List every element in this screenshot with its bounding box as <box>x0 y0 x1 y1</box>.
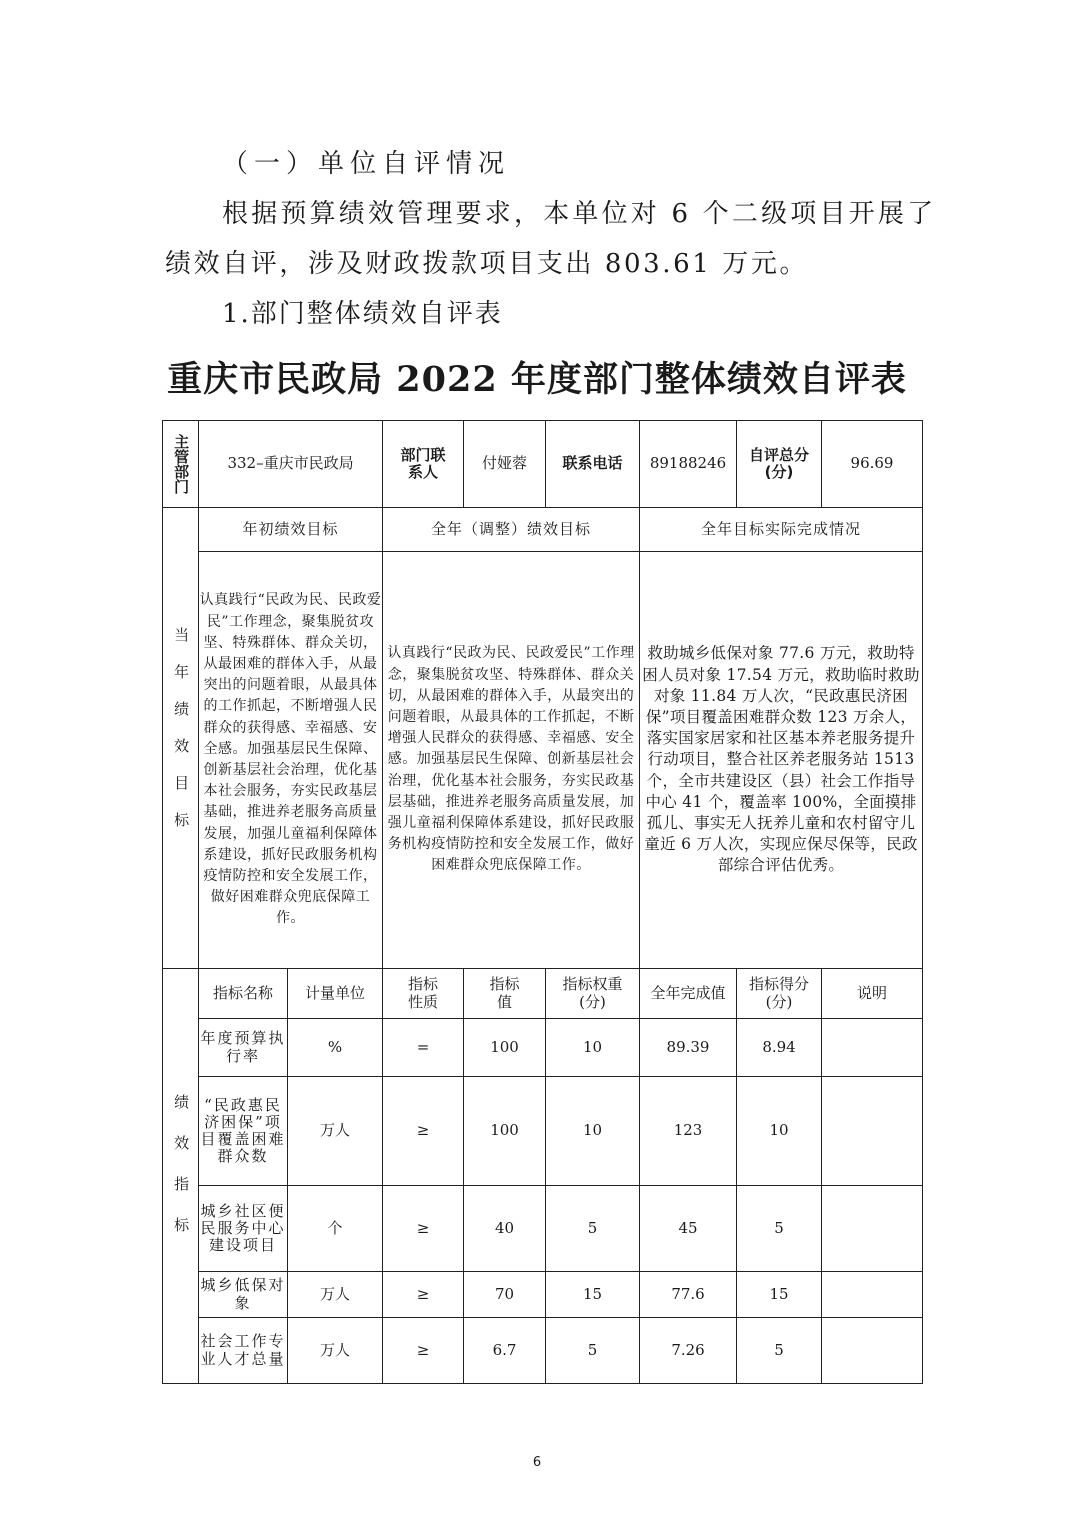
indicator-name: “民政惠民济困保”项目覆盖困难群众数 <box>199 1077 288 1186</box>
indicator-note <box>822 1318 923 1384</box>
indicator-value: 100 <box>464 1019 546 1077</box>
indicator-unit: 万人 <box>288 1077 383 1186</box>
contact-value: 付娅蓉 <box>464 421 546 508</box>
indicator-score: 15 <box>737 1272 822 1318</box>
indicators-side-label: 绩效指标 <box>163 969 199 1384</box>
indicator-header-score: 指标得分(分) <box>737 969 822 1019</box>
indicator-actual: 77.6 <box>640 1272 737 1318</box>
dept-value: 332–重庆市民政局 <box>199 421 383 508</box>
indicator-unit: 万人 <box>288 1272 383 1318</box>
indicator-name: 社会工作专业人才总量 <box>199 1318 288 1384</box>
phone-label: 联系电话 <box>546 421 640 508</box>
header-row <box>163 421 923 508</box>
indicator-note <box>822 1272 923 1318</box>
indicator-actual: 89.39 <box>640 1019 737 1077</box>
goals-header-row <box>163 508 923 552</box>
indicator-score: 8.94 <box>737 1019 822 1077</box>
indicator-header-note: 说明 <box>822 969 923 1019</box>
indicator-actual: 123 <box>640 1077 737 1186</box>
table-row <box>163 1019 923 1077</box>
indicator-weight: 10 <box>546 1019 640 1077</box>
indicator-note <box>822 1077 923 1186</box>
page-number: 6 <box>532 1455 542 1470</box>
indicator-weight: 5 <box>546 1186 640 1272</box>
goals-col2-header: 全年（调整）绩效目标 <box>383 508 640 552</box>
indicator-unit: 个 <box>288 1186 383 1272</box>
table-row <box>163 1272 923 1318</box>
goals-col3-header: 全年目标实际完成情况 <box>640 508 923 552</box>
indicator-actual: 7.26 <box>640 1318 737 1384</box>
goals-body-row <box>163 552 923 969</box>
indicator-header-weight: 指标权重(分) <box>546 969 640 1019</box>
dept-label: 主管部门 <box>163 421 199 508</box>
indicator-nature: ≥ <box>383 1186 464 1272</box>
indicator-nature: ≥ <box>383 1272 464 1318</box>
goals-col1-header: 年初绩效目标 <box>199 508 383 552</box>
indicator-header-name: 指标名称 <box>199 969 288 1019</box>
goals-col1-text: 认真践行“民政为民、民政爱民”工作理念，聚集脱贫攻坚、特殊群体、群众关切，从最困难的群体入手，从最突出的问题着眼，从最具体的工作抓起，不断增强人民群众的获得感、幸福感、安全感。加强基层民生保障、创新基层社会治理，优化基本社会服务，夯实民政基层基础，推进养老服务高质量发展，加强儿童福利保障体系建设，抓好民政服务机构疫情防控和安全发展工作，做好困难群众兜底保障工作。 <box>199 552 383 969</box>
indicator-value: 70 <box>464 1272 546 1318</box>
indicator-weight: 15 <box>546 1272 640 1318</box>
indicator-header-nature: 指标性质 <box>383 969 464 1019</box>
score-label: 自评总分(分) <box>737 421 822 508</box>
indicator-value: 6.7 <box>464 1318 546 1384</box>
indicator-nature: = <box>383 1019 464 1077</box>
sub-heading: 1.部门整体绩效自评表 <box>222 299 503 329</box>
indicator-unit: % <box>288 1019 383 1077</box>
indicator-header-value: 指标值 <box>464 969 546 1019</box>
indicator-score: 10 <box>737 1077 822 1186</box>
table-row <box>163 1318 923 1384</box>
score-value: 96.69 <box>822 421 923 508</box>
indicators-header-row <box>163 969 923 1019</box>
goals-col3-text: 救助城乡低保对象 77.6 万元，救助特困人员对象 17.54 万元，救助临时救助对象 11.84 万人次，“民政惠民济困保”项目覆盖困难群众数 123 万余人，落实国家居家和社区基本养老服务提升行动项目，整合社区养老服务站 1513 个，全市共建设区（县）社会工作指导中心 41 个，覆盖率 100%，全面摸排孤儿、事实无人抚养儿童和农村留守儿童近 6 万人次，实现应保尽保等，民政部综合评估优秀。 <box>640 552 923 969</box>
indicator-name: 年度预算执行率 <box>199 1019 288 1077</box>
goals-side-label: 当年绩效目标 <box>163 508 199 969</box>
contact-label: 部门联系人 <box>383 421 464 508</box>
indicator-value: 40 <box>464 1186 546 1272</box>
indicator-score: 5 <box>737 1318 822 1384</box>
indicator-nature: ≥ <box>383 1077 464 1186</box>
table-row <box>163 1186 923 1272</box>
intro-paragraph-line1: 根据预算绩效管理要求，本单位对 6 个二级项目开展了 <box>222 199 937 229</box>
performance-table <box>162 420 923 1384</box>
table-row <box>163 1077 923 1186</box>
section-heading: （一）单位自评情况 <box>222 149 511 179</box>
indicator-actual: 45 <box>640 1186 737 1272</box>
indicator-header-actual: 全年完成值 <box>640 969 737 1019</box>
intro-paragraph-line2: 绩效自评，涉及财政拨款项目支出 803.61 万元。 <box>165 249 809 279</box>
indicator-score: 5 <box>737 1186 822 1272</box>
indicator-nature: ≥ <box>383 1318 464 1384</box>
phone-value: 89188246 <box>640 421 737 508</box>
indicator-note <box>822 1019 923 1077</box>
indicator-name: 城乡社区便民服务中心建设项目 <box>199 1186 288 1272</box>
indicator-weight: 10 <box>546 1077 640 1186</box>
table-title: 重庆市民政局 2022 年度部门整体绩效自评表 <box>167 359 907 400</box>
indicator-name: 城乡低保对象 <box>199 1272 288 1318</box>
indicator-value: 100 <box>464 1077 546 1186</box>
indicator-note <box>822 1186 923 1272</box>
indicator-weight: 5 <box>546 1318 640 1384</box>
indicator-unit: 万人 <box>288 1318 383 1384</box>
goals-col2-text: 认真践行“民政为民、民政爱民”工作理念，聚集脱贫攻坚、特殊群体、群众关切，从最困难的群体入手，从最突出的问题着眼，从最具体的工作抓起，不断增强人民群众的获得感、幸福感、安全感。加强基层民生保障、创新基层社会治理，优化基本社会服务，夯实民政基层基础，推进养老服务高质量发展，加强儿童福利保障体系建设，抓好民政服务机构疫情防控和安全发展工作，做好困难群众兜底保障工作。 <box>383 552 640 969</box>
indicator-header-unit: 计量单位 <box>288 969 383 1019</box>
